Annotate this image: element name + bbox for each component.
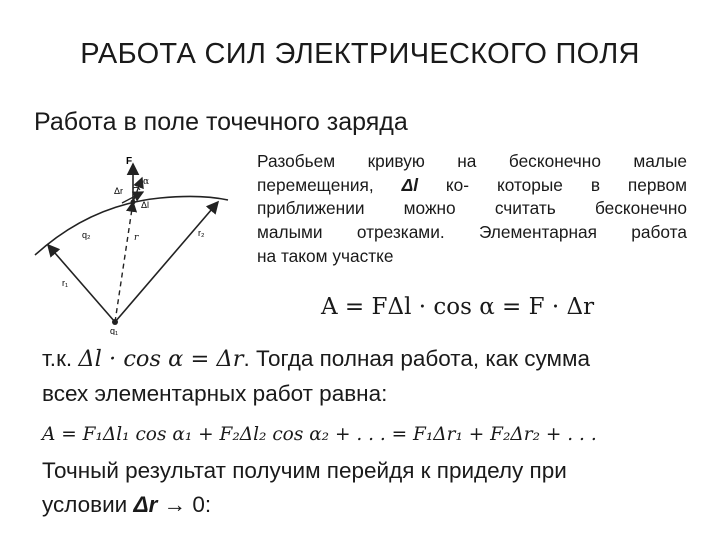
paragraph-line: Разобьем кривую на бесконечно малые: [257, 151, 687, 171]
charge-q1: [112, 319, 118, 325]
text-line-3: Точный результат получим перейдя к приделу при: [42, 458, 567, 483]
paragraph-line: малыми отрезками. Элементарная работа: [257, 222, 687, 243]
charge-q2: [131, 200, 136, 205]
point-charge-work-diagram: [30, 150, 255, 335]
slide-subtitle: Работа в поле точечного заряда: [34, 108, 408, 136]
intro-paragraph: [257, 150, 687, 269]
label-q2: q₂: [82, 230, 91, 240]
label-q1: q₁: [110, 326, 119, 335]
label-r: r: [134, 233, 139, 243]
vector-r1: [48, 245, 115, 322]
text-line-1: т.к. Δl · cos α = Δr. Тогда полная работа, как сумма: [42, 346, 590, 372]
label-alpha: α: [143, 177, 150, 187]
slide-title: РАБОТА СИЛ ЭЛЕКТРИЧЕСКОГО ПОЛЯ: [80, 38, 640, 70]
label-r2: r₂: [198, 228, 205, 238]
delta-l-symbol: Δl: [401, 174, 418, 195]
paragraph-line: на таком участке: [257, 245, 394, 266]
total-work-formula: A = F₁Δl₁ cos α₁ + F₂Δl₂ cos α₂ + . . . = F₁Δr₁ + F₂Δr₂ + . . .: [42, 424, 597, 445]
label-r1: r₁: [62, 278, 69, 288]
delta-r-symbol: Δr: [133, 492, 158, 517]
label-delta-r: Δr: [114, 186, 124, 196]
elementary-work-formula: A = FΔl · cos α = F · Δr: [321, 294, 595, 320]
label-force: F: [126, 156, 133, 167]
label-delta-l: Δl: [141, 200, 150, 210]
text-line-4: условии Δr → 0:: [42, 492, 212, 517]
vector-delta-l: [133, 178, 142, 202]
trajectory-curve: [35, 196, 228, 255]
cos-relation: Δl · cos α = Δr: [78, 346, 244, 372]
paragraph-line: приближении можно считать бесконечно: [257, 198, 687, 219]
text-line-2: всех элементарных работ равна:: [42, 381, 388, 406]
paragraph-line: перемещения, Δl ко- которые в первом: [257, 174, 687, 195]
